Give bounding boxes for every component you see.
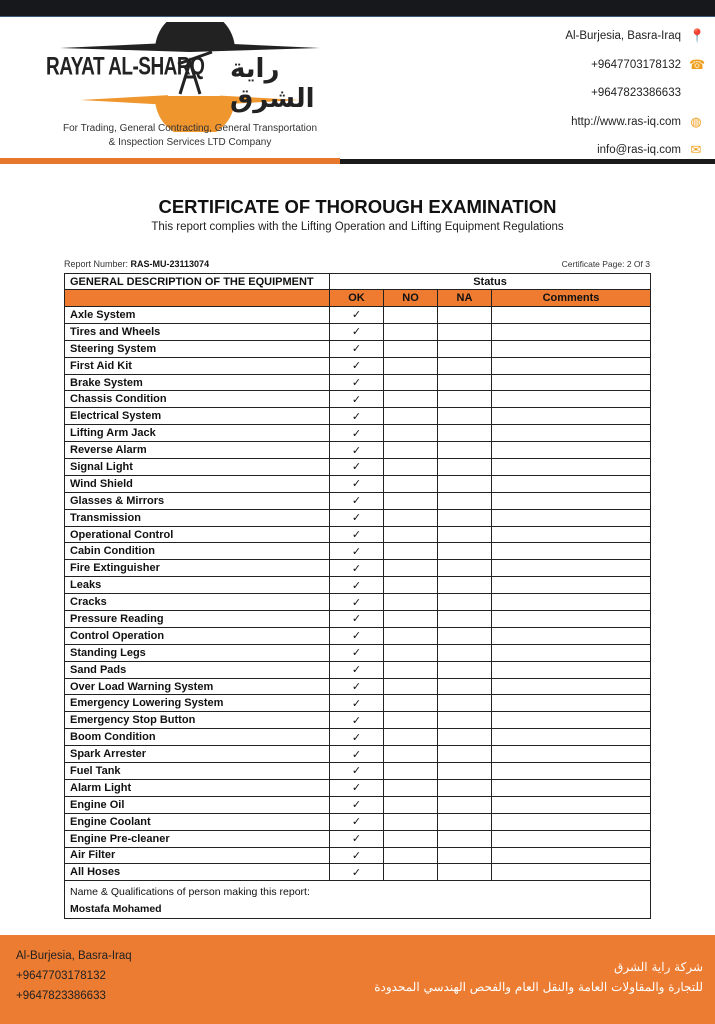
item-name: Boom Condition: [65, 729, 330, 746]
table-row: [65, 543, 651, 560]
no-cell: [384, 661, 438, 678]
footer-address: Al-Burjesia, Basra-Iraq: [16, 950, 132, 962]
footer-company-ar: شركة راية الشرق: [614, 960, 703, 974]
no-cell: [384, 627, 438, 644]
na-cell: [438, 678, 492, 695]
ok-check: ✓: [330, 627, 384, 644]
table-row: [65, 475, 651, 492]
table-row: [65, 796, 651, 813]
item-name: Alarm Light: [65, 779, 330, 796]
item-name: Steering System: [65, 340, 330, 357]
comments-cell: [492, 475, 651, 492]
na-cell: [438, 627, 492, 644]
inspection-table: [64, 273, 651, 919]
item-name: Chassis Condition: [65, 391, 330, 408]
no-cell: [384, 307, 438, 324]
na-cell: [438, 543, 492, 560]
no-cell: [384, 729, 438, 746]
ok-check: ✓: [330, 408, 384, 425]
na-cell: [438, 374, 492, 391]
ok-check: ✓: [330, 611, 384, 628]
location-pin-icon: 📍: [689, 28, 706, 44]
inspector-label: Name & Qualifications of person making this report:: [70, 886, 310, 899]
comments-cell: [492, 374, 651, 391]
na-cell: [438, 644, 492, 661]
ok-check: ✓: [330, 644, 384, 661]
table-row: [65, 779, 651, 796]
ok-check: ✓: [330, 830, 384, 847]
ok-check: ✓: [330, 391, 384, 408]
comments-cell: [492, 509, 651, 526]
table-row: [65, 729, 651, 746]
table-row: [65, 340, 651, 357]
na-cell: [438, 459, 492, 476]
comments-cell: [492, 560, 651, 577]
item-name: All Hoses: [65, 864, 330, 881]
item-name: Wind Shield: [65, 475, 330, 492]
table-row: [65, 661, 651, 678]
na-cell: [438, 712, 492, 729]
comments-cell: [492, 323, 651, 340]
no-cell: [384, 442, 438, 459]
company-logo: [40, 22, 340, 132]
table-row: [65, 526, 651, 543]
comments-cell: [492, 357, 651, 374]
comments-cell: [492, 425, 651, 442]
envelope-icon: ✉: [690, 142, 702, 158]
table-row: [65, 763, 651, 780]
comments-cell: [492, 627, 651, 644]
col-ok: OK: [330, 290, 384, 307]
comments-cell: [492, 492, 651, 509]
na-cell: [438, 729, 492, 746]
contact-item: [565, 108, 703, 137]
contact-text: Al-Burjesia, Basra-Iraq: [565, 30, 681, 43]
no-cell: [384, 611, 438, 628]
certificate-title: CERTIFICATE OF THOROUGH EXAMINATION: [158, 196, 557, 217]
no-cell: [384, 594, 438, 611]
comments-cell: [492, 391, 651, 408]
col-no: NO: [384, 290, 438, 307]
table-row: [65, 307, 651, 324]
header-contacts: [565, 22, 706, 165]
table-row: [65, 678, 651, 695]
ok-check: ✓: [330, 492, 384, 509]
comments-cell: [492, 442, 651, 459]
top-bar: [0, 0, 715, 17]
status-header: Status: [330, 274, 651, 290]
header-divider-orange: [0, 158, 340, 164]
item-name: Brake System: [65, 374, 330, 391]
item-name: Tires and Wheels: [65, 323, 330, 340]
no-cell: [384, 408, 438, 425]
no-cell: [384, 712, 438, 729]
item-name: Air Filter: [65, 847, 330, 864]
table-row: [65, 323, 651, 340]
item-name: Signal Light: [65, 459, 330, 476]
ok-check: ✓: [330, 543, 384, 560]
item-name: Cracks: [65, 594, 330, 611]
comments-cell: [492, 594, 651, 611]
no-cell: [384, 526, 438, 543]
na-cell: [438, 813, 492, 830]
table-row: [65, 746, 651, 763]
item-name: Leaks: [65, 577, 330, 594]
logo-text-en: RAYAT AL-SHARQ: [46, 53, 205, 81]
item-name: Transmission: [65, 509, 330, 526]
item-name: Fuel Tank: [65, 763, 330, 780]
no-cell: [384, 391, 438, 408]
item-name: Glasses & Mirrors: [65, 492, 330, 509]
table-row: [65, 644, 651, 661]
logo-text-ar: راية الشرق: [230, 54, 315, 114]
table-row: [65, 492, 651, 509]
na-cell: [438, 509, 492, 526]
item-name: Emergency Stop Button: [65, 712, 330, 729]
table-row: [65, 560, 651, 577]
table-row: [65, 813, 651, 830]
ok-check: ✓: [330, 763, 384, 780]
na-cell: [438, 442, 492, 459]
na-cell: [438, 847, 492, 864]
no-cell: [384, 425, 438, 442]
desc-header: GENERAL DESCRIPTION OF THE EQUIPMENT: [65, 274, 330, 290]
na-cell: [438, 695, 492, 712]
contact-text[interactable]: http://www.ras-iq.com: [571, 115, 681, 128]
ok-check: ✓: [330, 560, 384, 577]
comments-cell: [492, 307, 651, 324]
company-tagline: [30, 122, 350, 150]
ok-check: ✓: [330, 678, 384, 695]
na-cell: [438, 746, 492, 763]
table-row: [65, 357, 651, 374]
comments-cell: [492, 543, 651, 560]
item-name: First Aid Kit: [65, 357, 330, 374]
no-cell: [384, 543, 438, 560]
inspector-name: Mostafa Mohamed: [70, 903, 162, 916]
na-cell: [438, 526, 492, 543]
ok-check: ✓: [330, 796, 384, 813]
no-cell: [384, 813, 438, 830]
table-row: [65, 611, 651, 628]
item-name: Emergency Lowering System: [65, 695, 330, 712]
no-cell: [384, 847, 438, 864]
comments-cell: [492, 459, 651, 476]
contact-item: [565, 79, 703, 108]
contact-text: +9647823386633: [591, 87, 681, 100]
item-name: Lifting Arm Jack: [65, 425, 330, 442]
comments-cell: [492, 678, 651, 695]
comments-cell: [492, 340, 651, 357]
ok-check: ✓: [330, 307, 384, 324]
no-cell: [384, 796, 438, 813]
no-cell: [384, 779, 438, 796]
item-name: Spark Arrester: [65, 746, 330, 763]
comments-cell: [492, 830, 651, 847]
phone-icon: ☎: [689, 56, 706, 72]
globe-icon: ◍: [690, 113, 702, 129]
comments-cell: [492, 577, 651, 594]
na-cell: [438, 307, 492, 324]
no-cell: [384, 644, 438, 661]
comments-cell: [492, 729, 651, 746]
ok-check: ✓: [330, 864, 384, 881]
item-name: Sand Pads: [65, 661, 330, 678]
table-row: [65, 695, 651, 712]
comments-cell: [492, 644, 651, 661]
table-row: [65, 712, 651, 729]
col-na: NA: [438, 290, 492, 307]
na-cell: [438, 425, 492, 442]
ok-check: ✓: [330, 577, 384, 594]
table-row: [65, 577, 651, 594]
item-name: Over Load Warning System: [65, 678, 330, 695]
na-cell: [438, 391, 492, 408]
table-row: [65, 594, 651, 611]
na-cell: [438, 763, 492, 780]
orange-header-blank: [65, 290, 330, 307]
na-cell: [438, 323, 492, 340]
report-number-label: Report Number:: [64, 259, 131, 269]
item-name: Operational Control: [65, 526, 330, 543]
no-cell: [384, 509, 438, 526]
ok-check: ✓: [330, 357, 384, 374]
table-row: [65, 847, 651, 864]
table-row: [65, 442, 651, 459]
na-cell: [438, 796, 492, 813]
ok-check: ✓: [330, 729, 384, 746]
no-cell: [384, 830, 438, 847]
contact-item: [565, 22, 706, 51]
ok-check: ✓: [330, 425, 384, 442]
no-cell: [384, 695, 438, 712]
na-cell: [438, 475, 492, 492]
col-comments: Comments: [492, 290, 651, 307]
table-row: [65, 374, 651, 391]
table-row: [65, 425, 651, 442]
no-cell: [384, 475, 438, 492]
contact-text: +9647703178132: [591, 58, 681, 71]
table-row: [65, 627, 651, 644]
item-name: Reverse Alarm: [65, 442, 330, 459]
item-name: Electrical System: [65, 408, 330, 425]
tagline-line-1: For Trading, General Contracting, General Transportation: [62, 123, 318, 134]
tagline-line-2: & Inspection Services LTD Company: [108, 137, 272, 148]
header-divider-dark: [340, 159, 715, 164]
report-number-value: RAS-MU-23113074: [130, 259, 210, 269]
inspector-block: [65, 881, 651, 919]
item-name: Engine Coolant: [65, 813, 330, 830]
table-row: [65, 509, 651, 526]
ok-check: ✓: [330, 526, 384, 543]
comments-cell: [492, 408, 651, 425]
na-cell: [438, 560, 492, 577]
table-row: [65, 830, 651, 847]
na-cell: [438, 492, 492, 509]
comments-cell: [492, 864, 651, 881]
certificate-page: Certificate Page: 2 Of 3: [561, 259, 650, 269]
ok-check: ✓: [330, 340, 384, 357]
table-row: [65, 408, 651, 425]
no-cell: [384, 357, 438, 374]
certificate-subtitle: This report complies with the Lifting Operation and Lifting Equipment Regulations: [151, 221, 564, 233]
item-name: Standing Legs: [65, 644, 330, 661]
ok-check: ✓: [330, 712, 384, 729]
na-cell: [438, 611, 492, 628]
na-cell: [438, 577, 492, 594]
item-name: Pressure Reading: [65, 611, 330, 628]
comments-cell: [492, 526, 651, 543]
ok-check: ✓: [330, 323, 384, 340]
comments-cell: [492, 779, 651, 796]
na-cell: [438, 408, 492, 425]
footer-phone-1: +9647703178132: [16, 970, 106, 982]
ok-check: ✓: [330, 746, 384, 763]
ok-check: ✓: [330, 779, 384, 796]
ok-check: ✓: [330, 459, 384, 476]
ok-check: ✓: [330, 594, 384, 611]
footer-phone-2: +9647823386633: [16, 990, 106, 1002]
report-number: [64, 259, 209, 269]
contact-item: [565, 51, 706, 80]
footer-description-ar: للتجارة والمقاولات العامة والنقل العام والفحص الهندسي المحدودة: [374, 980, 703, 994]
no-cell: [384, 560, 438, 577]
comments-cell: [492, 847, 651, 864]
no-cell: [384, 340, 438, 357]
na-cell: [438, 779, 492, 796]
na-cell: [438, 594, 492, 611]
item-name: Fire Extinguisher: [65, 560, 330, 577]
comments-cell: [492, 712, 651, 729]
no-cell: [384, 577, 438, 594]
comments-cell: [492, 661, 651, 678]
na-cell: [438, 340, 492, 357]
ok-check: ✓: [330, 695, 384, 712]
no-cell: [384, 864, 438, 881]
comments-cell: [492, 695, 651, 712]
comments-cell: [492, 611, 651, 628]
comments-cell: [492, 813, 651, 830]
comments-cell: [492, 763, 651, 780]
item-name: Engine Pre-cleaner: [65, 830, 330, 847]
item-name: Control Operation: [65, 627, 330, 644]
no-cell: [384, 678, 438, 695]
item-name: Cabin Condition: [65, 543, 330, 560]
na-cell: [438, 357, 492, 374]
ok-check: ✓: [330, 813, 384, 830]
table-row: [65, 864, 651, 881]
comments-cell: [492, 796, 651, 813]
no-cell: [384, 746, 438, 763]
table-row: [65, 459, 651, 476]
na-cell: [438, 864, 492, 881]
no-cell: [384, 459, 438, 476]
ok-check: ✓: [330, 661, 384, 678]
ok-check: ✓: [330, 374, 384, 391]
item-name: Engine Oil: [65, 796, 330, 813]
no-cell: [384, 323, 438, 340]
ok-check: ✓: [330, 847, 384, 864]
table-row: [65, 391, 651, 408]
ok-check: ✓: [330, 442, 384, 459]
na-cell: [438, 661, 492, 678]
item-name: Axle System: [65, 307, 330, 324]
ok-check: ✓: [330, 475, 384, 492]
comments-cell: [492, 746, 651, 763]
footer: [0, 935, 715, 1024]
no-cell: [384, 492, 438, 509]
no-cell: [384, 763, 438, 780]
ok-check: ✓: [330, 509, 384, 526]
contact-text[interactable]: info@ras-iq.com: [597, 144, 681, 157]
no-cell: [384, 374, 438, 391]
na-cell: [438, 830, 492, 847]
